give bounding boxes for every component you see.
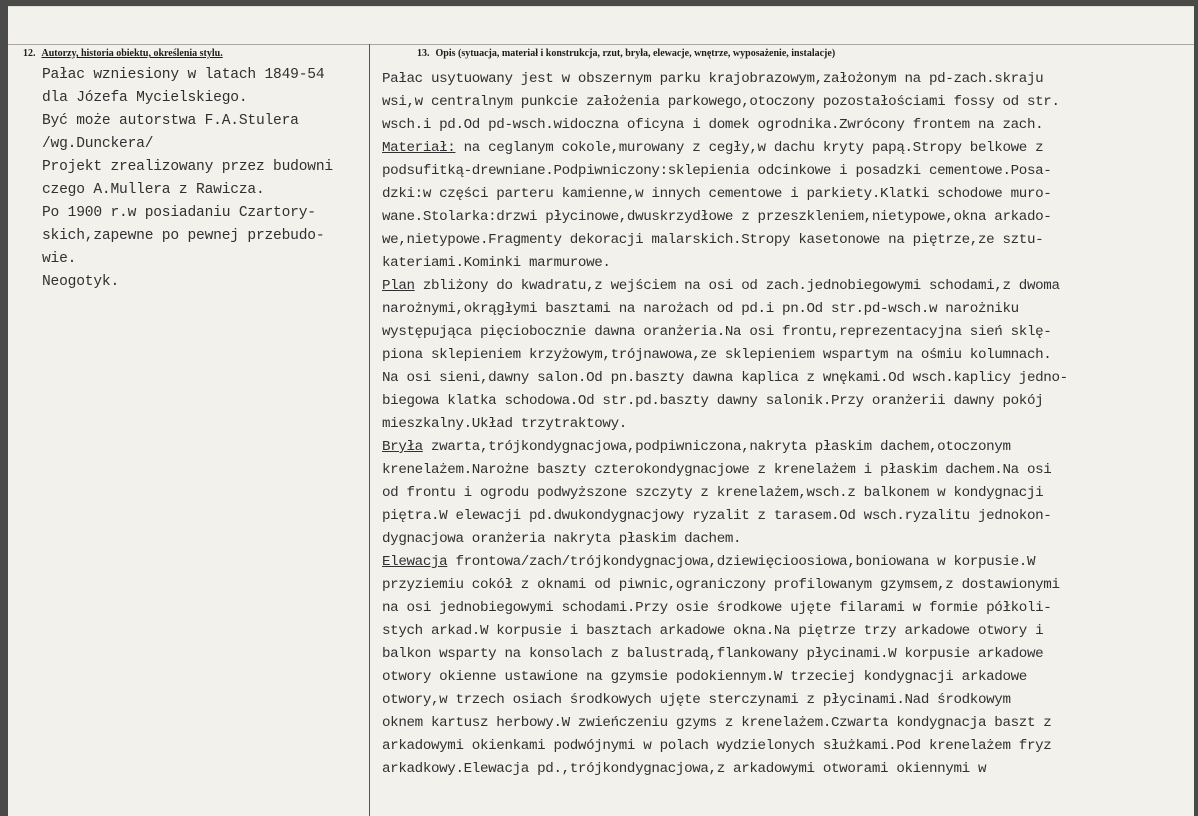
description-line [382, 91, 1068, 114]
description-line [382, 183, 1068, 206]
description-line-text: stych arkad.W korpusie i basztach arkadowe okna.Na piętrze trzy arkadowe otwory i [382, 623, 1044, 639]
description-line-text: na ceglanym cokole,murowany z cegły,w dachu kryty papą.Stropy belkowe z [455, 140, 1044, 156]
section-heading: Plan [382, 278, 415, 294]
description-line [382, 321, 1068, 344]
description-line [382, 137, 1068, 160]
description-line-text: oknem kartusz herbowy.W zwieńczeniu gzyms z krenelażem.Czwarta kondygnacja baszt z [382, 715, 1052, 731]
description-line-text: występująca pięciobocznie dawna oranżeria.Na osi frontu,reprezentacyjna sień sklę- [382, 324, 1052, 340]
description-line [382, 528, 1068, 551]
description-line [382, 413, 1068, 436]
description-line-text: dygnacjowa oranżeria nakryta płaskim dachem. [382, 531, 742, 547]
description-line-text: zbliżony do kwadratu,z wejściem na osi od zach.jednobiegowymi schodami,z dwoma [414, 278, 1060, 294]
header-divider [8, 44, 1194, 45]
description-line [382, 160, 1068, 183]
description-line-text: dzki:w części parteru kamienne,w innych cementowe i parkiety.Klatki schodowe muro- [382, 186, 1052, 202]
description-line [382, 298, 1068, 321]
description-line [382, 735, 1068, 758]
record-card [8, 6, 1194, 816]
description-line-text: krenelażem.Narożne baszty czterokondygnacjowe z krenelażem i płaskim dachem.Na osi [382, 462, 1052, 478]
description-line-text: balkon wsparty na konsolach z balustradą,flankowany płycinami.W korpusie arkadowe [382, 646, 1044, 662]
history-line: Neogotyk. [42, 274, 120, 290]
description-line-text: arkadkowy.Elewacja pd.,trójkondygnacjowa,z arkadowymi otworami okiennymi w [382, 761, 987, 777]
description-line-text: wsch.i pd.Od pd-wsch.widoczna oficyna i domek ogrodnika.Zwrócony frontem na zach. [382, 117, 1044, 133]
description-line-text: na osi jednobiegowymi schodami.Przy osie środkowe ujęte filarami w formie półkoli- [382, 600, 1052, 616]
description-line-text: zwarta,trójkondygnacjowa,podpiwniczona,nakryta płaskim dachem,otoczonym [422, 439, 1011, 455]
description-line-text: otwory okienne ustawione na gzymsie podokiennym.W trzeciej kondygnacji arkadowe [382, 669, 1027, 685]
description-line-text: arkadowymi okienkami podwójnymi w polach wydzielonych służkami.Pod krenelażem fryz [382, 738, 1052, 754]
section-heading: Bryła [382, 439, 423, 455]
description-line-text: piona sklepieniem krzyżowym,trójnawowa,ze sklepieniem wspartym na ośmiu kolumnach. [382, 347, 1052, 363]
history-line: czego A.Mullera z Rawicza. [42, 182, 265, 198]
description-line [382, 367, 1068, 390]
description-line [382, 68, 1068, 91]
description-line-text: kateriami.Kominki marmurowe. [382, 255, 611, 271]
description-line-text: frontowa/zach/trójkondygnacjowa,dziewięcioosiowa,boniowana w korpusie.W [447, 554, 1036, 570]
history-line: Po 1900 r.w posiadaniu Czartory- [42, 205, 316, 221]
description-line [382, 344, 1068, 367]
history-line: wie. [42, 251, 77, 267]
description-line [382, 643, 1068, 666]
description-line-text: we,nietypowe.Fragmenty dekoracji malarskich.Stropy kasetonowe na piętrze,ze sztu- [382, 232, 1044, 248]
description-line [382, 666, 1068, 689]
field-13-number: 13. [417, 48, 430, 59]
description-text [382, 68, 1068, 781]
description-line [382, 712, 1068, 735]
description-line [382, 206, 1068, 229]
description-line [382, 482, 1068, 505]
description-line-text: podsufitką-drewniane.Podpiwniczony:sklepienia odcinkowe i posadzki cementowe.Posa- [382, 163, 1052, 179]
field-13-title: Opis (sytuacja, materiał i konstrukcja, rzut, bryła, elewacje, wnętrze, wyposażenie, instalacje) [435, 48, 836, 59]
description-line [382, 620, 1068, 643]
description-line [382, 459, 1068, 482]
description-line [382, 551, 1068, 574]
history-line: Być może autorstwa F.A.Stulera [42, 113, 299, 129]
description-line-text: narożnymi,okrągłymi basztami na narożach od pd.i pn.Od str.pd-wsch.w narożniku [382, 301, 1019, 317]
description-line-text: Na osi sieni,dawny salon.Od pn.baszty dawna kaplica z wnękami.Od wsch.kaplicy jedno- [382, 370, 1068, 386]
description-line-text: biegowa klatka schodowa.Od str.pd.baszty dawny salonik.Przy oranżerii dawny pokój [382, 393, 1044, 409]
description-line [382, 436, 1068, 459]
field-12-label [23, 48, 223, 59]
description-line [382, 597, 1068, 620]
field-13-label [417, 48, 835, 59]
description-line-text: wsi,w centralnym punkcie założenia parkowego,otoczony pozostałościami fossy od str. [382, 94, 1060, 110]
history-line: Projekt zrealizowany przez budowni [42, 159, 333, 175]
field-12-number: 12. [23, 48, 36, 59]
description-line-text: Pałac usytuowany jest w obszernym parku krajobrazowym,założonym na pd-zach.skraju [382, 71, 1044, 87]
history-line: Pałac wzniesiony w latach 1849-54 [42, 67, 325, 83]
description-line-text: otwory,w trzech osiach środkowych ujęte sterczynami z płycinami.Nad środkowym [382, 692, 1011, 708]
description-line [382, 275, 1068, 298]
description-line [382, 689, 1068, 712]
history-text [42, 64, 333, 294]
section-heading: Elewacja [382, 554, 448, 570]
description-line-text: przyziemiu cokół z oknami od piwnic,ograniczony profilowanym gzymsem,z dostawionymi [382, 577, 1060, 593]
description-line [382, 252, 1068, 275]
description-line [382, 574, 1068, 597]
description-line-text: mieszkalny.Układ trzytraktowy. [382, 416, 627, 432]
history-line: /wg.Dunckera/ [42, 136, 154, 152]
description-line [382, 390, 1068, 413]
history-line: dla Józefa Mycielskiego. [42, 90, 248, 106]
column-divider [369, 44, 370, 816]
description-line [382, 114, 1068, 137]
description-line-text: wane.Stolarka:drzwi płycinowe,dwuskrzydłowe z przeszkleniem,nietypowe,okna arkado- [382, 209, 1052, 225]
description-line [382, 229, 1068, 252]
description-line-text: od frontu i ogrodu podwyższone szczyty z krenelażem,wsch.z balkonem w kondygnacji [382, 485, 1044, 501]
history-line: skich,zapewne po pewnej przebudo- [42, 228, 325, 244]
description-line-text: piętra.W elewacji pd.dwukondygnacjowy ryzalit z tarasem.Od wsch.ryzalitu jednokon- [382, 508, 1052, 524]
section-heading: Materiał: [382, 140, 456, 156]
field-12-title: Autorzy, historia obiektu, określenia stylu. [41, 48, 223, 59]
description-line [382, 505, 1068, 528]
description-line [382, 758, 1068, 781]
